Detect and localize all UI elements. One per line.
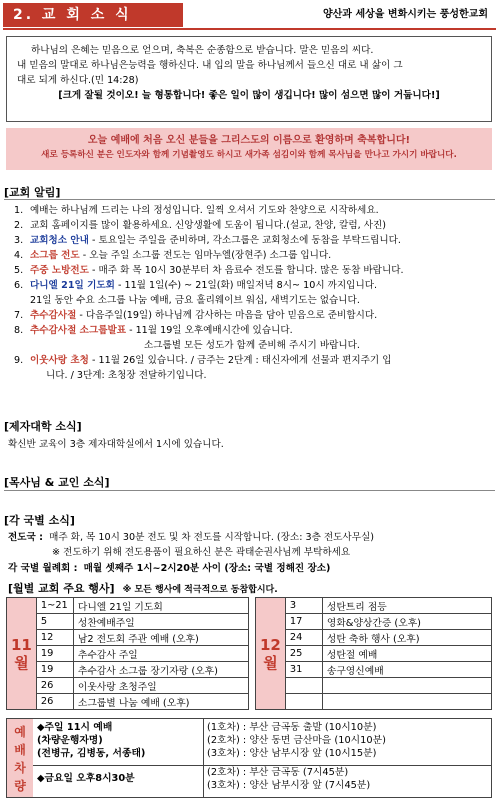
verse-box (6, 36, 492, 122)
guk-line-3: 각 국별 월례회 : 매월 셋째주 1시~2시20분 사이 (장소: 국별 정해진 장소) (8, 563, 331, 574)
section-divider (4, 490, 495, 491)
bus-left-column: ◆주일 11시 예배 (차량운행자명) (전병규, 김병동, 서종태) ◆금요일 오후8시30분 (37, 722, 146, 784)
header-divider (3, 28, 496, 30)
welcome-line-2: 새로 등록하신 분은 인도자와 함께 기념촬영도 하시고 새가족 섬김이와 함께 목사님을 만나고 가시기 바랍니다. (41, 150, 457, 160)
calendar-november: 11 월 1~21 다니엘 21일 기도회 5 성찬예배주일 12 남2 전도회 주관 예배 (오후) 19 추수감사 주일 19 추수감사 소그룹 장기자랑 (오후) 26 이웃사랑 초청주일 26 소그룹별 나눔 예배 (오후) (6, 597, 249, 710)
bus-divider (203, 719, 204, 797)
notice-item: 1. 예배는 하나님께 드리는 나의 정성입니다. 일찍 오셔서 기도와 찬양으로 시작하세요. (14, 205, 379, 216)
section-title-notices: [교회 알림] (4, 186, 61, 199)
welcome-box (6, 128, 492, 170)
notice-item: 8. 추수감사절 소그룹발표 - 11월 19일 오후예배시간에 있습니다. (14, 325, 293, 336)
section-title-seminary: [제자대학 소식] (4, 420, 82, 433)
notice-item: 7. 추수감사절 - 다음주일(19일) 하나님께 감사하는 마음을 담아 믿음으로 준비합시다. (14, 310, 378, 321)
page-header (3, 3, 496, 30)
notice-item: 6. 다니엘 21일 기도회 - 11월 1일(수) ~ 21일(화) 매일저녁 8시~ 10시 까지입니다. (14, 280, 378, 291)
section-divider (4, 199, 495, 200)
calendar-december: 12 월 3 성탄트리 점등 17 영화&양상간증 (오후) 24 성탄 축하 행사 (오후) 25 성탄절 예배 31 송구영신예배 (255, 597, 492, 710)
notice-item: 9. 이웃사랑 초청 - 11월 26일 있습니다. / 금주는 2단계 : 태신자에게 선물과 편지주기 입 (14, 355, 392, 366)
welcome-line-1: 오늘 예배에 처음 오신 분들을 그리스도의 이름으로 환영하며 축복합니다! (87, 135, 411, 146)
notice-list (14, 203, 488, 383)
section-title-guk: [각 국별 소식] (4, 514, 75, 527)
guk-line-1: 전도국 : 매주 화, 목 10시 30분 전도 및 차 전도를 시작합니다. (장소: 3층 전도사무실) (8, 532, 374, 543)
bus-label: 예배차량 (7, 719, 33, 797)
calendar-heading: [월별 교회 주요 행사] ※ 모든 행사에 적극적으로 동참합시다. (8, 582, 278, 595)
notice-item: 4. 소그룹 전도 - 오늘 주일 소그룹 전도는 임마누엘(장현주) 소그룹 입니다. (14, 250, 332, 261)
bus-right-column: (1호차) : 부산 금곡동 출발 (10시10분) (2호차) : 양산 동면 금산마을 (10시10분) (3호차) : 양산 남부시장 앞 (10시15분) (2호차) : 부산 금곡동 (7시45분) (3호차) : 양산 남부시장 앞 (7시45분) (207, 722, 386, 791)
notice-item: 21일 동안 수요 소그룹 나눔 예배, 금요 홀리웨이브 워십, 새벽기도는 없습니다. (30, 295, 360, 306)
seminary-text: 확신반 교육이 3층 제자대학실에서 1시에 있습니다. (8, 439, 224, 450)
month-label: 12 월 (256, 598, 286, 710)
verse-line-1: 하나님의 은혜는 믿음으로 얻으며, 축복은 순종함으로 받습니다. 말은 믿음의 씨다. (31, 45, 374, 56)
notice-item: 소그룹별 모든 성도가 함께 준비해 주시기 바랍니다. (144, 340, 360, 351)
guk-line-2: ※ 전도하기 위해 전도용품이 필요하신 분은 곽태순권사님께 부탁하세요 (52, 547, 351, 558)
church-tagline: 양산과 세상을 변화시키는 풍성한교회 (322, 9, 488, 20)
verse-line-3: 대로 되게 하신다.(민 14:28) (17, 75, 139, 86)
notice-item: 2. 교회 홈페이지를 많이 활용하세요. 신앙생활에 도움이 됩니다.(설교, 찬양, 칼럼, 사진) (14, 220, 387, 231)
page-title: 2. 교 회 소 식 (3, 3, 183, 27)
section-title-pastor: [목사님 & 교인 소식] (4, 476, 110, 489)
verse-slogan: [크게 잘될 것이오! 늘 형통합니다! 좋은 일이 많이 생깁니다! 많이 섬으면 많이 거둡니다!] (58, 90, 440, 101)
month-label: 11 월 (7, 598, 37, 710)
bus-schedule (6, 718, 492, 798)
notice-item: 니다. / 3단계: 초청장 전달하기입니다. (46, 370, 207, 381)
verse-line-2: 내 믿음의 말대로 하나님은능력을 행하신다. 내 입의 말을 하나님께서 들으신 대로 내 삶이 그 (17, 60, 403, 71)
notice-item: 3. 교회청소 안내 - 토요일는 주일을 준비하며, 각소그룹은 교회청소에 동참을 부탁드립니다. (14, 235, 401, 246)
notice-item: 5. 주중 노방전도 - 매주 화 목 10시 30분부터 차 음료수 전도를 합니다. 많은 동참 바랍니다. (14, 265, 404, 276)
